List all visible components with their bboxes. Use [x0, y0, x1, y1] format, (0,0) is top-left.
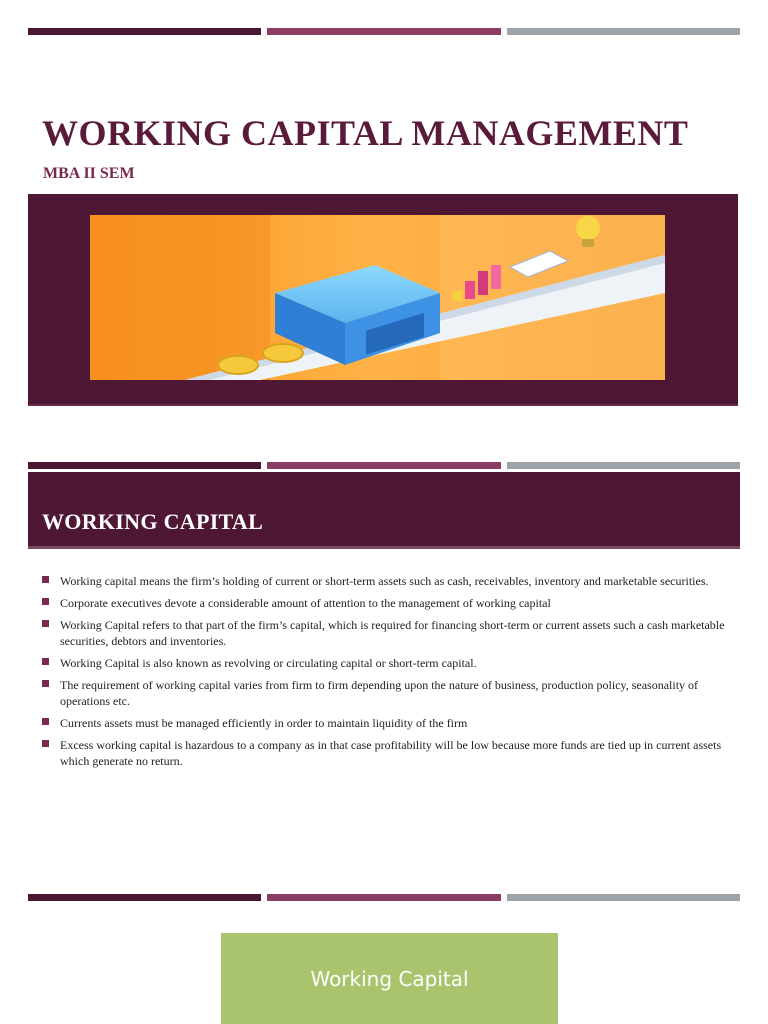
- accent-bar-gray: [507, 894, 740, 901]
- bullet-square-icon: [42, 598, 49, 605]
- accent-bar-mid: [267, 894, 500, 901]
- accent-bar-gray: [507, 28, 740, 35]
- list-item: Working capital means the firm’s holding of current or short-term assets such as cash, receivables, inventory and marketable securities.: [42, 573, 727, 589]
- bullet-square-icon: [42, 620, 49, 627]
- accent-bar-dark: [28, 894, 261, 901]
- conveyor-belt-illustration: [90, 215, 665, 380]
- working-capital-box-label: Working Capital: [310, 966, 469, 991]
- accent-bar-dark: [28, 28, 261, 35]
- accent-bar-mid: [267, 462, 500, 469]
- list-item: Corporate executives devote a considerable amount of attention to the management of working capital: [42, 595, 727, 611]
- section-heading: WORKING CAPITAL: [42, 509, 264, 534]
- bullet-square-icon: [42, 718, 49, 725]
- list-item: Excess working capital is hazardous to a company as in that case profitability will be low because more funds are tied up in current assets which generate no return.: [42, 737, 727, 769]
- bullet-list: [42, 573, 727, 775]
- bullet-square-icon: [42, 576, 49, 583]
- section-header: [28, 472, 740, 549]
- bullet-square-icon: [42, 658, 49, 665]
- accent-bar-mid: [267, 28, 500, 35]
- bullet-square-icon: [42, 740, 49, 747]
- slide-subtitle: MBA II SEM: [43, 165, 135, 182]
- slide-title: WORKING CAPITAL MANAGEMENT: [42, 113, 689, 153]
- accent-bar-gray: [507, 462, 740, 469]
- list-item: The requirement of working capital varies from firm to firm depending upon the nature of business, production policy, seasonality of operations etc.: [42, 677, 727, 709]
- top-accent-bars: [28, 28, 740, 35]
- bullet-square-icon: [42, 680, 49, 687]
- accent-bar-dark: [28, 462, 261, 469]
- section-accent-bars: [28, 462, 740, 469]
- title-banner: [28, 194, 738, 406]
- bottom-accent-bars: [28, 894, 740, 901]
- list-item: Working Capital is also known as revolving or circulating capital or short-term capital.: [42, 655, 727, 671]
- working-capital-box: [221, 933, 558, 1024]
- list-item: Working Capital refers to that part of the firm’s capital, which is required for financing short-term or current assets such a cash marketable securities, debtors and inventories.: [42, 617, 727, 649]
- list-item: Currents assets must be managed efficiently in order to maintain liquidity of the firm: [42, 715, 727, 731]
